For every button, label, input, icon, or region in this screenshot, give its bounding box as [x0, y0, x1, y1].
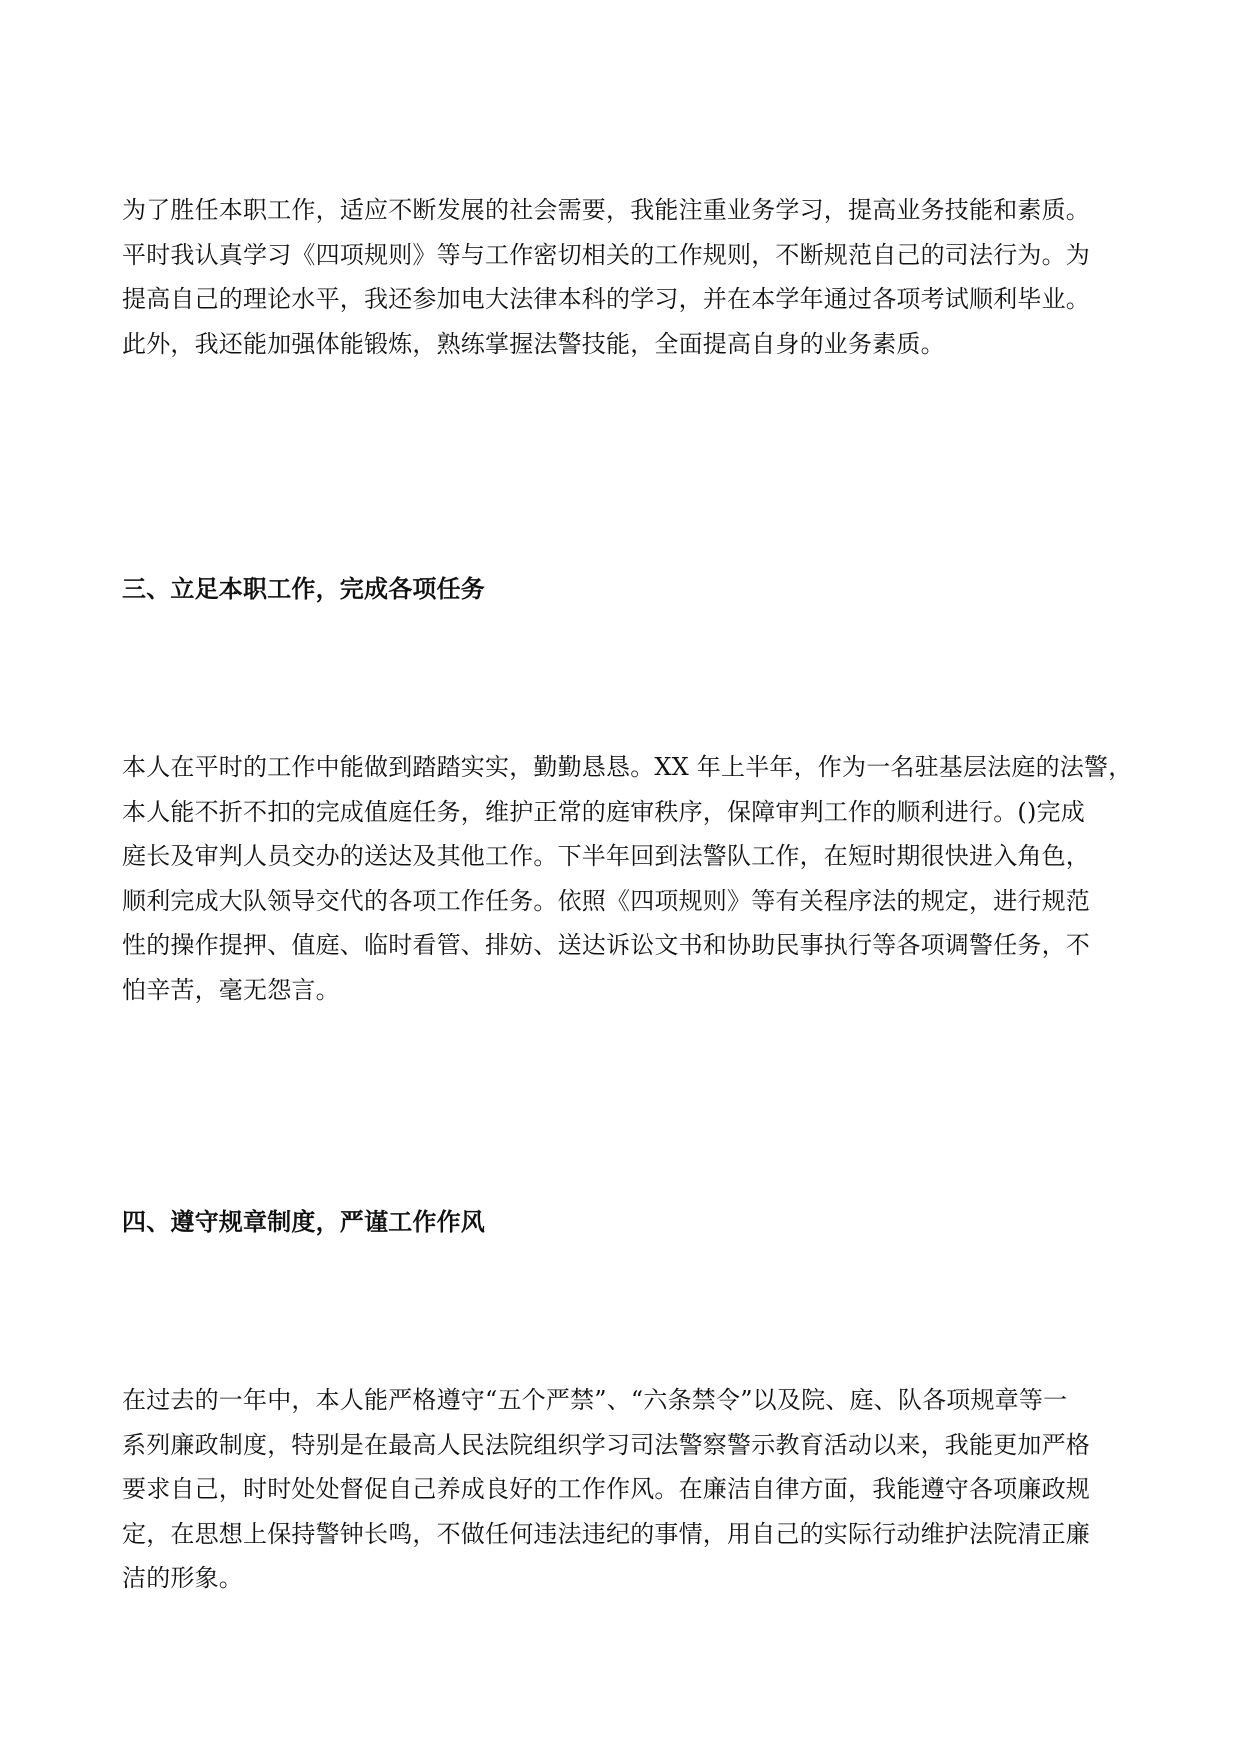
section-heading-4: 四、遵守规章制度，严谨工作作风 — [122, 1207, 485, 1236]
paragraph-line: 为了胜任本职工作，适应不断发展的社会需要，我能注重业务学习，提高业务技能和素质。 — [122, 196, 1090, 224]
paragraph-integrity — [122, 1378, 1122, 1601]
paragraph-line: 顺利完成大队领导交代的各项工作任务。依照《四项规则》等有关程序法的规定，进行规范 — [122, 886, 1090, 915]
paragraph-line: 怕辛苦，毫无怨言。 — [122, 975, 340, 1004]
paragraph-line: 定，在思想上保持警钟长鸣，不做任何违法违纪的事情，用自己的实际行动维护法院清正廉 — [122, 1519, 1090, 1548]
paragraph-duties — [122, 745, 1133, 1012]
paragraph-line: 本人能不折不扣的完成值庭任务，维护正常的庭审秩序，保障审判工作的顺利进行。()完成 — [122, 797, 1085, 826]
paragraph-line: 要求自己，时时处处督促自己养成良好的工作作风。在廉洁自律方面，我能遵守各项廉政规 — [122, 1475, 1090, 1503]
paragraph-line: 本人在平时的工作中能做到踏踏实实，勤勤恳恳。XX 年上半年，作为一名驻基层法庭的法警， — [122, 753, 1133, 781]
paragraph-line: 洁的形象。 — [122, 1564, 243, 1592]
paragraph-line: 此外，我还能加强体能锻炼，熟练掌握法警技能，全面提高自身的业务素质。 — [122, 329, 945, 358]
paragraph-line: 庭长及审判人员交办的送达及其他工作。下半年回到法警队工作，在短时期很快进入角色， — [122, 842, 1090, 870]
section-heading-3: 三、立足本职工作，完成各项任务 — [122, 574, 485, 603]
paragraph-line: 系列廉政制度，特别是在最高人民法院组织学习司法警察警示教育活动以来，我能更加严格 — [122, 1430, 1090, 1459]
paragraph-line: 在过去的一年中，本人能严格遵守“五个严禁”、“六条禁令”以及院、庭、队各项规章等一 — [122, 1386, 1068, 1414]
paragraph-line: 平时我认真学习《四项规则》等与工作密切相关的工作规则，不断规范自己的司法行为。为 — [122, 240, 1090, 269]
paragraph-line: 性的操作提押、值庭、临时看管、排妨、送达诉讼文书和协助民事执行等各项调警任务，不 — [122, 931, 1090, 959]
paragraph-line: 提高自己的理论水平，我还参加电大法律本科的学习，并在本学年通过各项考试顺利毕业。 — [122, 285, 1090, 313]
paragraph-professional-study — [122, 188, 1122, 366]
